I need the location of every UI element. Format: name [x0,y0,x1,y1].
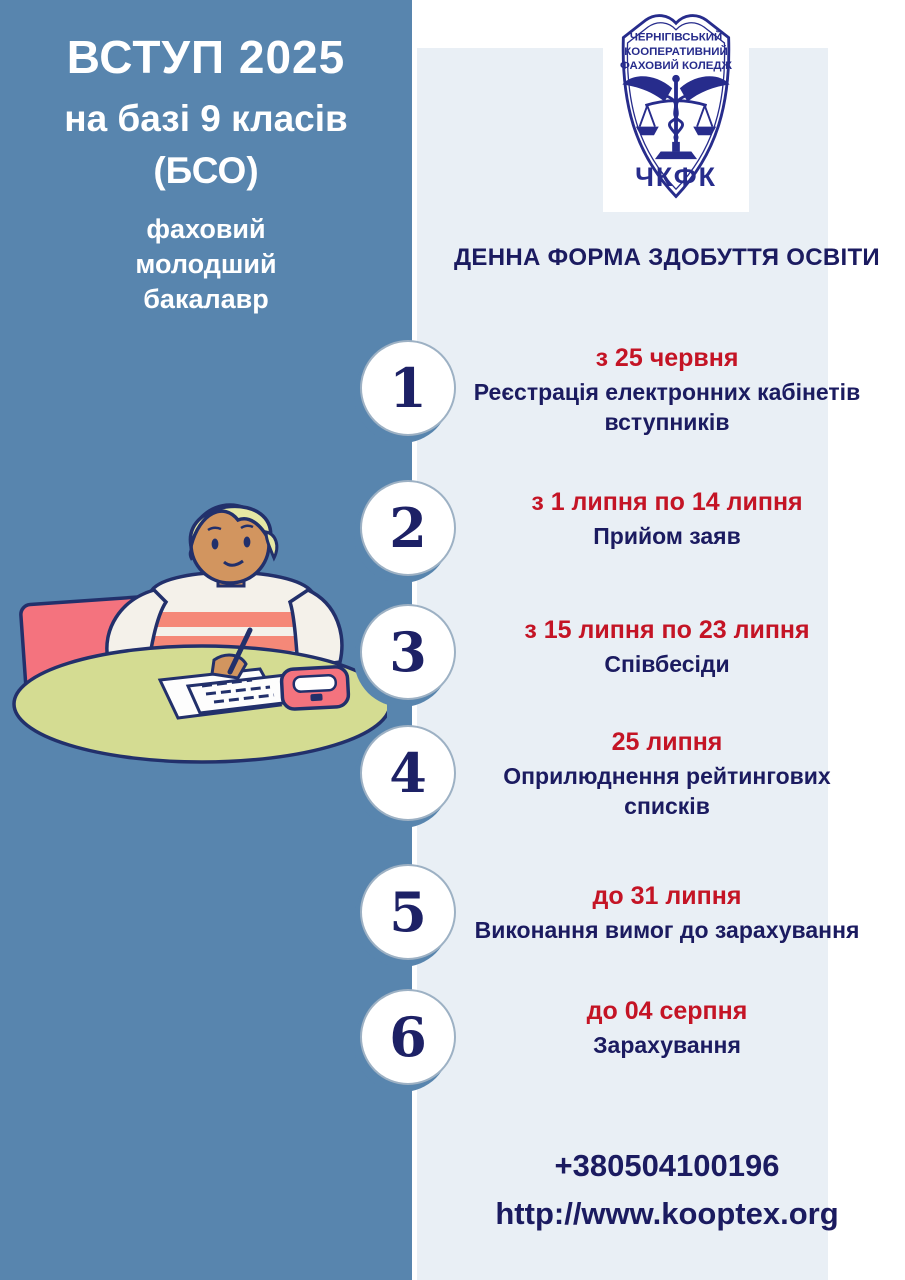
step-number-1: 1 [389,356,427,420]
step-description-4: Оприлюднення рейтингових списків [503,763,831,820]
contact-phone: +380504100196 [554,1148,780,1183]
step-date-2: з 1 липня по 14 липня [531,488,803,516]
poster-title: ВСТУП 2025 [66,31,346,83]
logo-abbreviation: ЧКФК [635,161,717,192]
step-number-badge-2 [360,480,456,576]
logo-org-line1: ЧЕРНІГІВСЬКИЙ [629,31,723,44]
title-block [0,30,412,317]
poster-degree-label: фаховий молодший бакалавр [135,214,277,315]
step-item-2 [432,488,902,551]
section-heading: ДЕННА ФОРМА ЗДОБУТТЯ ОСВІТИ [454,244,880,271]
step-item-3 [432,616,902,679]
poster-subtitle-bso: (БСО) [153,150,259,191]
contact-website: http://www.kooptex.org [495,1196,839,1231]
logo-org-line2: КООПЕРАТИВНИЙ [624,45,728,58]
logo-org-line3: ФАХОВИЙ КОЛЕДЖ [620,60,732,73]
step-item-5 [432,882,902,945]
step-number-badge-3 [360,604,456,700]
poster-subtitle-basis: на базі 9 класів [64,98,348,139]
college-shield-icon [609,6,743,206]
student-writing-illustration [2,472,387,767]
step-number-5: 5 [389,880,427,944]
contact-block [432,1148,902,1232]
step-description-2: Прийом заяв [593,523,741,549]
step-number-2: 2 [389,496,427,560]
step-number-3: 3 [389,620,427,684]
step-item-4 [432,728,902,822]
college-logo [603,0,749,212]
step-item-6 [432,997,902,1060]
step-number-badge-6 [360,989,456,1085]
step-number-6: 6 [389,1005,427,1069]
step-date-6: до 04 серпня [586,997,748,1025]
step-item-1 [432,344,902,438]
step-number-badge-5 [360,864,456,960]
step-date-3: з 15 липня по 23 липня [524,616,810,644]
step-description-6: Зарахування [593,1032,741,1058]
step-description-1: Реєстрація електронних кабінетів вступників [473,379,861,436]
step-date-1: з 25 червня [595,344,739,372]
step-number-badge-1 [360,340,456,436]
step-number-badge-4 [360,725,456,821]
step-number-4: 4 [389,741,427,805]
step-description-3: Співбесіди [604,651,730,677]
step-date-4: 25 липня [611,728,723,756]
step-description-5: Виконання вимог до зарахування [474,917,860,943]
step-date-5: до 31 липня [592,882,742,910]
